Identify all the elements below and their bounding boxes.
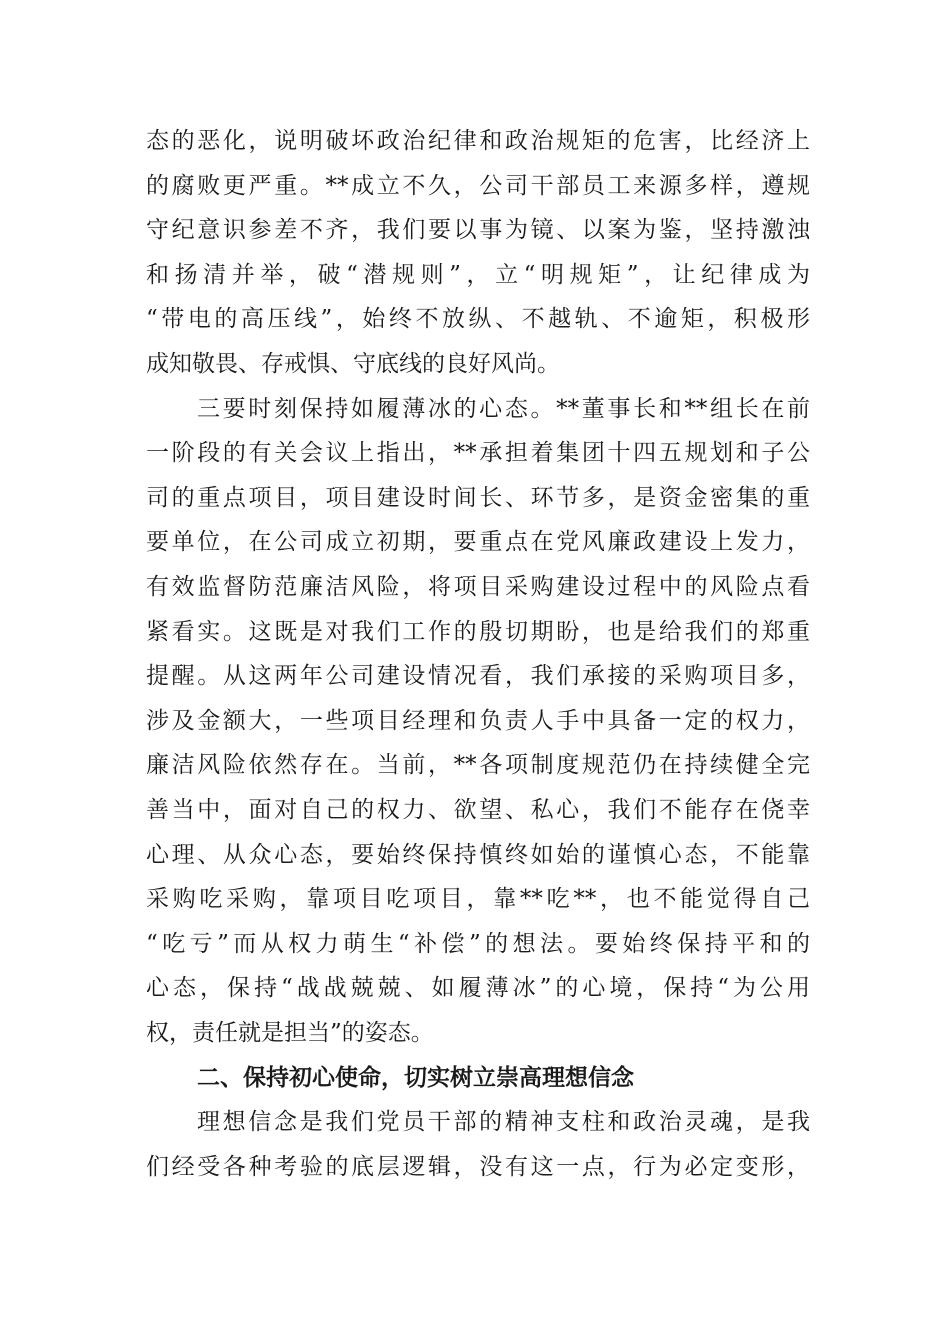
paragraph-line: 理想信念是我们党员干部的精神支柱和政治灵魂，是我 [197, 1109, 810, 1136]
paragraph-line: 要单位，在公司成立初期，要重点在党风廉政建设上发力， [146, 529, 810, 556]
paragraph-line: 心态，保持“战战兢兢、如履薄冰”的心境，保持“为公用 [146, 975, 810, 1002]
paragraph-line: 们经受各种考验的底层逻辑，没有这一点，行为必定变形， [146, 1153, 810, 1180]
paragraph-line: 司的重点项目，项目建设时间长、环节多，是资金密集的重 [146, 484, 810, 511]
paragraph-line: 紧看实。这既是对我们工作的殷切期盼，也是给我们的郑重 [146, 618, 810, 645]
paragraph-line: 守纪意识参差不齐，我们要以事为镜、以案为鉴，坚持激浊 [146, 217, 810, 244]
paragraph-line: “带电的高压线”，始终不放纵、不越轨、不逾矩，积极形 [146, 306, 810, 333]
paragraph-line: 态的恶化，说明破坏政治纪律和政治规矩的危害，比经济上 [146, 128, 810, 154]
paragraph-line: 善当中，面对自己的权力、欲望、私心，我们不能存在侥幸 [146, 797, 810, 823]
paragraph-line: 涉及金额大，一些项目经理和负责人手中具备一定的权力， [146, 707, 810, 734]
paragraph-line: 和扬清并举，破“潜规则”，立“明规矩”，让纪律成为 [146, 261, 810, 288]
paragraph-line: 一阶段的有关会议上指出，**承担着集团十四五规划和子公 [146, 440, 810, 467]
paragraph-line: “吃亏”而从权力萌生“补偿”的想法。要始终保持平和的 [146, 930, 810, 957]
paragraph-line: 的腐败更严重。**成立不久，公司干部员工来源多样，遵规 [146, 172, 810, 199]
paragraph-line: 成知敬畏、存戒惧、守底线的良好风尚。 [146, 351, 560, 377]
paragraph-line: 有效监督防范廉洁风险，将项目采购建设过程中的风险点看 [146, 574, 810, 600]
paragraph-line: 三要时刻保持如履薄冰的心态。**董事长和**组长在前 [197, 395, 810, 422]
paragraph-line: 权，责任就是担当”的姿态。 [146, 1020, 434, 1046]
paragraph-line: 采购吃采购，靠项目吃项目，靠**吃**，也不能觉得自己 [146, 886, 810, 913]
paragraph-line: 心理、从众心态，要始终保持慎终如始的谨慎心态，不能靠 [146, 841, 810, 868]
paragraph-line: 廉洁风险依然存在。当前，**各项制度规范仍在持续健全完 [146, 752, 810, 779]
section-heading: 二、保持初心使命，切实树立崇高理想信念 [197, 1064, 634, 1091]
paragraph-line: 提醒。从这两年公司建设情况看，我们承接的采购项目多， [146, 663, 810, 690]
